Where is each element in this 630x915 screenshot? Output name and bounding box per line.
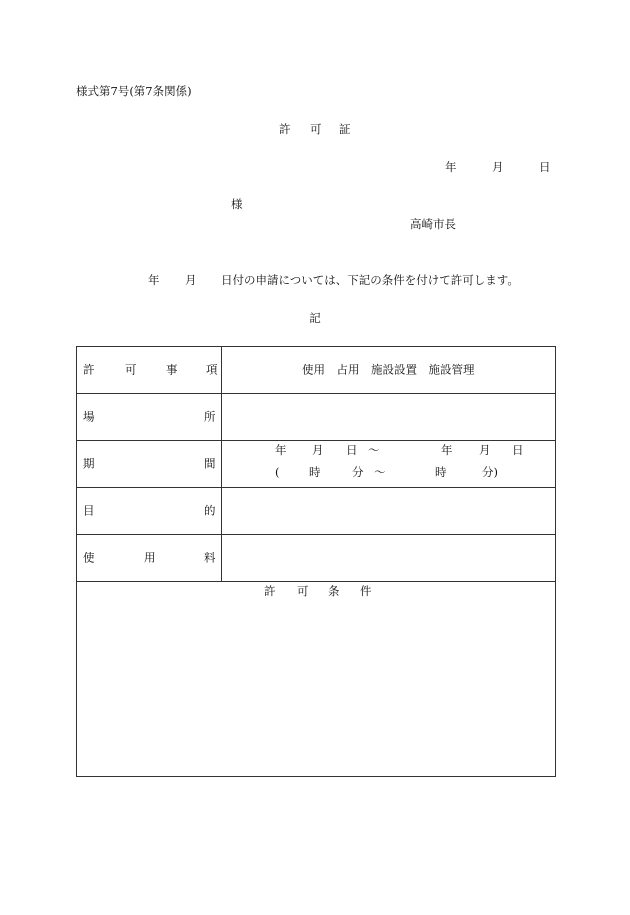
label-char: 料 (204, 550, 216, 565)
date-month: 月 (492, 160, 504, 174)
period-char: 年 (441, 443, 453, 457)
period-line-date (222, 445, 557, 458)
addressee-suffix: 様 (231, 197, 243, 211)
period-char: 月 (312, 443, 324, 457)
title-char: 許 (279, 122, 291, 136)
period-line-time (222, 467, 557, 480)
purpose-value (222, 488, 556, 535)
statement (0, 275, 630, 289)
table-row (77, 488, 556, 535)
permit-item-options (222, 347, 556, 394)
table-row (77, 582, 556, 777)
permit-table (76, 346, 556, 777)
issuer: 高崎市長 (410, 217, 456, 231)
table-row (77, 394, 556, 441)
issue-date (0, 162, 630, 176)
label-purpose (77, 488, 222, 535)
label-char: 許 (83, 362, 95, 377)
conditions-char: 件 (360, 584, 372, 598)
label-location (77, 394, 222, 441)
fee-value (222, 535, 556, 582)
location-value (222, 394, 556, 441)
period-char: ～ (374, 465, 386, 479)
conditions-char: 許 (264, 584, 276, 598)
form-number: 様式第7号(第7条関係) (76, 84, 192, 98)
label-char: 場 (83, 409, 95, 424)
period-char: 日 (346, 443, 358, 457)
label-char: 的 (204, 503, 216, 518)
period-char: 年 (275, 443, 287, 457)
label-char: 項 (206, 362, 218, 377)
period-char: 日 (512, 443, 524, 457)
period-char: 分) (482, 465, 498, 479)
period-char: ( (275, 465, 280, 479)
label-char: 目 (83, 503, 95, 518)
permit-conditions (77, 582, 556, 777)
label-char: 使 (83, 550, 95, 565)
title-char: 証 (339, 122, 351, 136)
label-char: 可 (125, 362, 137, 377)
table-row (77, 347, 556, 394)
period-char: 月 (479, 443, 491, 457)
page-title (0, 124, 630, 138)
conditions-char: 可 (297, 584, 309, 598)
ki-heading: 記 (309, 311, 321, 325)
label-char: 間 (204, 456, 216, 471)
label-char: 事 (166, 362, 178, 377)
date-day: 日 (539, 160, 551, 174)
date-year: 年 (445, 160, 457, 174)
period-char: 時 (435, 465, 447, 479)
statement-year: 年 (148, 273, 160, 287)
period-value (222, 441, 556, 488)
conditions-char: 条 (328, 584, 340, 598)
statement-text: 日付の申請については、下記の条件を付けて許可します。 (221, 273, 519, 287)
permit-item-text: 使用 占用 施設設置 施設管理 (302, 362, 475, 377)
period-char: 時 (309, 465, 321, 479)
label-char: 用 (144, 550, 156, 565)
period-char: ～ (368, 443, 380, 457)
label-char: 期 (83, 456, 95, 471)
label-permit-item (77, 347, 222, 394)
table-row (77, 535, 556, 582)
label-period (77, 441, 222, 488)
label-char: 所 (204, 409, 216, 424)
label-fee (77, 535, 222, 582)
table-row (77, 441, 556, 488)
statement-month: 月 (185, 273, 197, 287)
period-char: 分 (352, 465, 364, 479)
title-char: 可 (310, 122, 322, 136)
